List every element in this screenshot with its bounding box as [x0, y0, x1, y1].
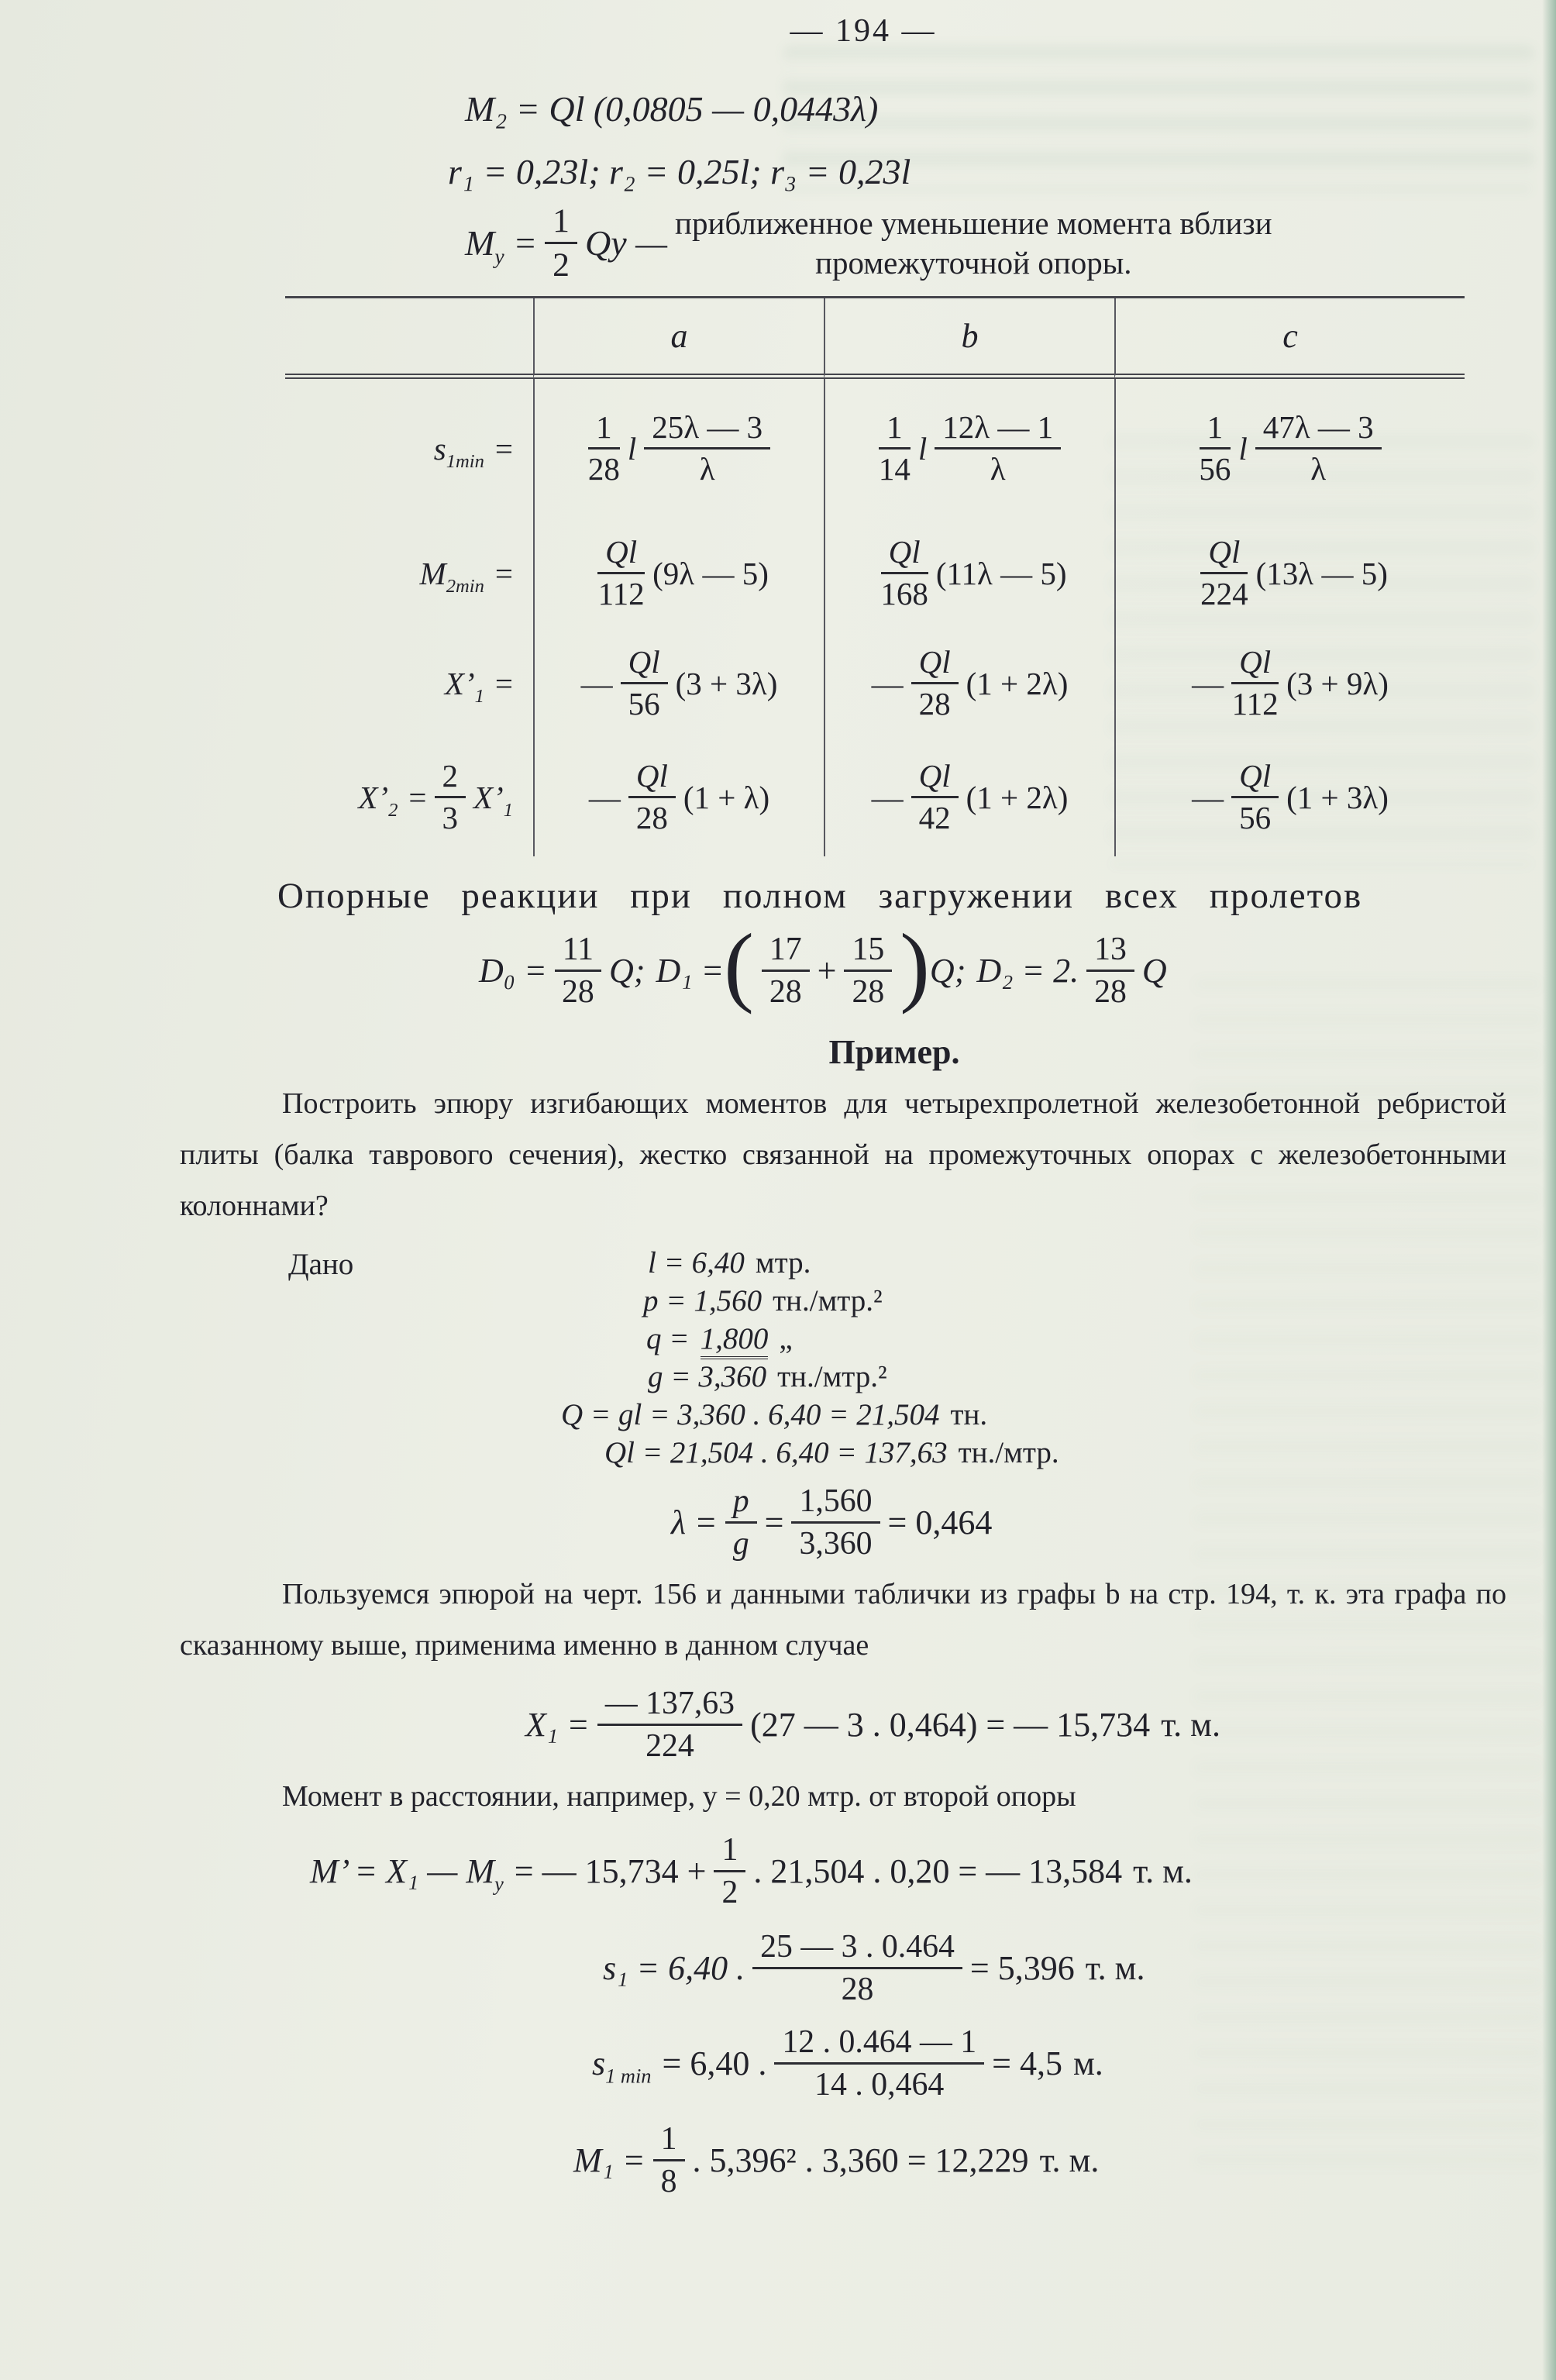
given-line-g: g = 3,360 тн./мтр.² [648, 1359, 887, 1393]
table-row-s1min [285, 379, 1465, 518]
fraction [545, 201, 577, 285]
formula-s1min: $s_{1 min}$ = 6,40 . $\frac{12 . 0.464 — 1}{14 . 0,464}$ = 4,5 м. [592, 2024, 1103, 2103]
fraction-numerator: 1 [545, 201, 577, 244]
annotation-line: промежуточной опоры. [815, 244, 1132, 281]
table-row-x2 [285, 739, 1465, 856]
formula-my [465, 201, 1272, 285]
d0-lhs: D₀ = [479, 951, 547, 990]
formula-m2: M₂ = Ql (0,0805 — 0,0443λ) [465, 89, 879, 129]
table-cell: — $\frac{Ql}{56}$ (3 + 3λ) [533, 629, 824, 739]
given-line-Q: Q = gl = 3,360 . 6,40 = 21,504 тн. [561, 1397, 988, 1431]
table-cell: $\frac{1}{56}$ l $\frac{47\lambda — 3}{\lambda}$ [1114, 379, 1465, 518]
row-label: $s_{1min}$ = [433, 430, 513, 472]
given-line-l: l = 6,40 мтр. [648, 1245, 811, 1280]
d0-suffix: Q; [609, 951, 645, 990]
table-cell: $\frac{Ql}{224}$ (13λ — 5) [1114, 518, 1465, 629]
table-cell: — $\frac{Ql}{56}$ (1 + 3λ) [1114, 739, 1465, 856]
table-header-empty [285, 298, 533, 379]
formula-r-values: r₁ = 0,23l; r₂ = 0,25l; r₃ = 0,23l [448, 152, 911, 191]
table-cell: — $\frac{Ql}{42}$ (1 + 2λ) [824, 739, 1114, 856]
given-line-Ql: Ql = 21,504 . 6,40 = 137,63 тн./мтр. [604, 1435, 1059, 1469]
given-block [0, 1244, 1556, 1472]
formula-reactions: D₀ = $\frac{11}{28}$ Q; D₁ = ( $\frac{17}{28}$ + $\frac{15}{28}$ ) Q; D₂ = 2. $\frac{13}{28}$ Q [479, 916, 1167, 1016]
table-cell: $\frac{Ql}{112}$ (9λ — 5) [533, 518, 824, 629]
example-heading: Пример. [828, 1032, 960, 1071]
table-row-m2min [285, 518, 1465, 629]
reactions-heading: Опорные реакции при полном загружении всех пролетов [277, 875, 1363, 916]
usage-paragraph: Пользуемся эпюрой на черт. 156 и данными таблички из графы b на стр. 194, т. к. эта графа по сказанному выше, применима именно в данном случае [180, 1577, 1506, 1662]
plus-sign: + [817, 951, 837, 990]
my-mid: Qy — [584, 223, 668, 263]
table-header-c: c [1114, 298, 1465, 379]
given-line-p: p = 1,560 тн./мтр.² [643, 1283, 883, 1317]
table-cell: $\frac{1}{14}$ l $\frac{12\lambda — 1}{\lambda}$ [824, 379, 1114, 518]
table-cell: — $\frac{Ql}{112}$ (3 + 9λ) [1114, 629, 1465, 739]
d2-suffix: Q [1141, 951, 1167, 990]
formula-m1: M₁ = $\frac{1}{8}$ . 5,396² . 3,360 = 12,229 т. м. [573, 2121, 1100, 2200]
row-label: $M_{2min}$ = [419, 555, 513, 597]
formula-m-prime: M’ = X₁ — $M_y$ = — 15,734 + $\frac{1}{2}$ . 21,504 . 0,20 = — 13,584 т. м. [310, 1831, 1193, 1910]
row-label: $X’_1$ = [444, 665, 513, 707]
row-label: $X’_2$ = $\frac{2}{3}$ $X’_1$ [358, 757, 513, 835]
table-cell: $\frac{1}{28}$ l $\frac{25\lambda — 3}{\lambda}$ [533, 379, 824, 518]
formula-s1: s₁ = 6,40 . $\frac{25 — 3 . 0.464}{28}$ = 5,396 т. м. [603, 1929, 1145, 2008]
d1-lhs: D₁ = [656, 951, 725, 990]
my-annotation [675, 204, 1272, 284]
table-cell: — $\frac{Ql}{28}$ (1 + 2λ) [824, 629, 1114, 739]
table-header-b: b [824, 298, 1114, 379]
fraction-denominator: 2 [553, 246, 570, 284]
d2-lhs: D₂ = 2. [976, 951, 1079, 990]
problem-paragraph: Построить эпюру изгибающих моментов для четырехпролетной железобетонной ребристой плиты (балка таврового сечения), жестко связанной на промежуточных опорах с железобетонными колоннами? [180, 1087, 1506, 1222]
formula-x1: X₁ = $\frac{— 137,63}{224}$ (27 — 3 . 0,464) = — 15,734 т. м. [525, 1685, 1220, 1764]
given-line-q: q = 1,800 „ [646, 1320, 1556, 1358]
table-row-x1 [285, 629, 1465, 739]
table-cell: — $\frac{Ql}{28}$ (1 + λ) [533, 739, 824, 856]
my-lhs: $M_y$ = [465, 223, 538, 269]
page-number: — 194 — [790, 13, 937, 49]
moment-paragraph: Момент в расстоянии, например, y = 0,20 мтр. от второй опоры [282, 1779, 1076, 1813]
table-header-row [285, 298, 1465, 379]
given-label: Дано [288, 1247, 354, 1281]
table-cell: $\frac{Ql}{168}$ (11λ — 5) [824, 518, 1114, 629]
coefficient-table [285, 296, 1465, 856]
annotation-line: приближенное уменьшение момента вблизи [675, 205, 1272, 241]
d1-suffix: Q; [929, 951, 966, 990]
table-header-a: a [533, 298, 824, 379]
formula-lambda: λ = $\frac{p}{g}$ = $\frac{1,560}{3,360}$ = 0,464 [671, 1483, 993, 1562]
